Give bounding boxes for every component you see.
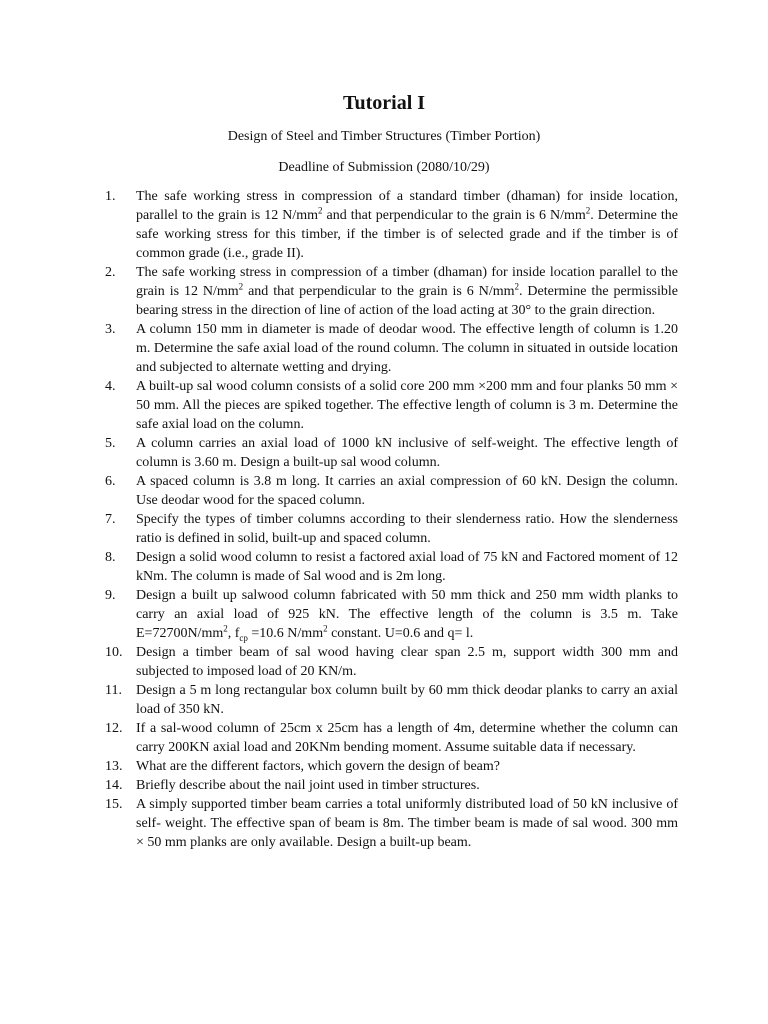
text-run: and that perpendicular to the grain is 6 N/mm bbox=[322, 208, 586, 223]
question-text bbox=[136, 474, 678, 508]
text-run: A column 150 mm in diameter is made of deodar wood. The effective length of column is 1.20 m. Determine the safe axial load of the round column. The column in situated in outside location and subjected to alternate wetting and drying. bbox=[136, 322, 678, 375]
question-number: 7. bbox=[105, 512, 116, 527]
question-item bbox=[105, 434, 678, 472]
question-number: 13. bbox=[105, 759, 123, 774]
text-run: The safe working stress in compression of a timber (dhaman) for inside location parallel to the grain is 12 N/mm bbox=[136, 265, 678, 299]
question-item bbox=[105, 320, 678, 377]
superscript: 2 bbox=[238, 281, 244, 292]
question-item bbox=[105, 263, 678, 320]
text-run: A simply supported timber beam carries a total uniformly distributed load of 50 kN inclusive of self- weight. The effective span of beam is 8m. The timber beam is made of sal wood. 300 mm × 50 mm planks are only available. Design a built-up beam. bbox=[136, 797, 678, 850]
text-run: . Determine the permissible bearing stress in the direction of line of action of the load acting at 30° to the grain direction. bbox=[136, 284, 678, 318]
question-number: 9. bbox=[105, 588, 116, 603]
text-run: A spaced column is 3.8 m long. It carries an axial compression of 60 kN. Design the column. Use deodar wood for the spaced column. bbox=[136, 474, 678, 508]
question-text bbox=[136, 683, 678, 717]
text-run: If a sal-wood column of 25cm x 25cm has a length of 4m, determine whether the column can carry 200KN axial load and 20KNm bending moment. Assume suitable data if necessary. bbox=[136, 721, 678, 755]
question-text bbox=[136, 645, 678, 679]
question-number: 12. bbox=[105, 721, 123, 736]
question-item bbox=[105, 681, 678, 719]
question-number: 14. bbox=[105, 778, 123, 793]
superscript: 2 bbox=[585, 205, 591, 216]
question-item bbox=[105, 719, 678, 757]
question-text bbox=[136, 759, 500, 774]
question-item bbox=[105, 472, 678, 510]
text-run: and that perpendicular to the grain is 6 N/mm bbox=[243, 284, 515, 299]
text-run: Briefly describe about the nail joint used in timber structures. bbox=[136, 778, 480, 793]
superscript: 2 bbox=[223, 623, 228, 634]
text-run: A column carries an axial load of 1000 kN inclusive of self-weight. The effective length of column is 3.60 m. Design a built-up sal wood column. bbox=[136, 436, 678, 470]
text-run: The safe working stress in compression of a standard timber (dhaman) for inside location, parallel to the grain is 12 N/mm bbox=[136, 189, 678, 223]
submission-deadline: Deadline of Submission (2080/10/29) bbox=[278, 160, 490, 175]
question-item bbox=[105, 187, 678, 263]
question-number: 1. bbox=[105, 189, 116, 204]
question-number: 11. bbox=[105, 683, 122, 698]
question-list bbox=[105, 187, 678, 852]
question-number: 3. bbox=[105, 322, 116, 337]
text-run: Design a 5 m long rectangular box column built by 60 mm thick deodar planks to carry an axial load of 350 kN. bbox=[136, 683, 678, 717]
question-item bbox=[105, 776, 678, 795]
text-run: A built-up sal wood column consists of a solid core 200 mm ×200 mm and four planks 50 mm × 50 mm. All the pieces are spiked together. The effective length of column is 3 m. Determine the safe axial load on the column. bbox=[136, 379, 678, 432]
question-text bbox=[136, 189, 678, 261]
text-run: Design a solid wood column to resist a factored axial load of 75 kN and Factored moment of 12 kNm. The column is made of Sal wood and is 2m long. bbox=[136, 550, 678, 584]
question-text bbox=[136, 379, 678, 432]
question-text bbox=[136, 436, 678, 470]
question-item bbox=[105, 548, 678, 586]
superscript: 2 bbox=[323, 623, 328, 634]
subscript: cp bbox=[239, 632, 248, 643]
text-run: What are the different factors, which govern the design of beam? bbox=[136, 759, 500, 774]
question-item bbox=[105, 377, 678, 434]
text-run: Design a built up salwood column fabricated with 50 mm thick and 250 mm width planks to carry an axial load of 925 kN. The effective length of the column is 3.5 m. Take E=72700N/mm bbox=[136, 588, 678, 641]
question-number: 15. bbox=[105, 797, 123, 812]
question-item bbox=[105, 757, 678, 776]
text-run: constant. U=0.6 and q= l. bbox=[327, 626, 474, 641]
question-item bbox=[105, 643, 678, 681]
question-item bbox=[105, 586, 678, 643]
document-title: Tutorial I bbox=[342, 92, 426, 114]
question-text bbox=[136, 588, 678, 641]
question-text bbox=[136, 721, 678, 755]
question-number: 4. bbox=[105, 379, 116, 394]
question-text bbox=[136, 265, 678, 318]
question-text bbox=[136, 797, 678, 850]
superscript: 2 bbox=[318, 205, 323, 216]
superscript: 2 bbox=[514, 281, 519, 292]
question-number: 10. bbox=[105, 645, 123, 660]
question-number: 6. bbox=[105, 474, 116, 489]
question-number: 5. bbox=[105, 436, 116, 451]
question-number: 8. bbox=[105, 550, 116, 565]
text-run: Design a timber beam of sal wood having clear span 2.5 m, support width 300 mm and subjected to imposed load of 20 KN/m. bbox=[136, 645, 678, 679]
question-text bbox=[136, 322, 678, 375]
question-text bbox=[136, 512, 678, 546]
question-number: 2. bbox=[105, 265, 116, 280]
question-text bbox=[136, 550, 678, 584]
document-subtitle: Design of Steel and Timber Structures (Timber Portion) bbox=[227, 129, 541, 144]
question-text bbox=[136, 778, 480, 793]
question-item bbox=[105, 510, 678, 548]
text-run: . Determine the safe working stress for this timber, if the timber is of selected grade and if the timber is of common grade (i.e., grade II). bbox=[136, 208, 678, 261]
text-run: =10.6 N/mm bbox=[247, 626, 324, 641]
question-item bbox=[105, 795, 678, 852]
text-run: , f bbox=[227, 626, 240, 641]
text-run: Specify the types of timber columns according to their slenderness ratio. How the slenderness ratio is defined in solid, built-up and spaced column. bbox=[136, 512, 678, 546]
